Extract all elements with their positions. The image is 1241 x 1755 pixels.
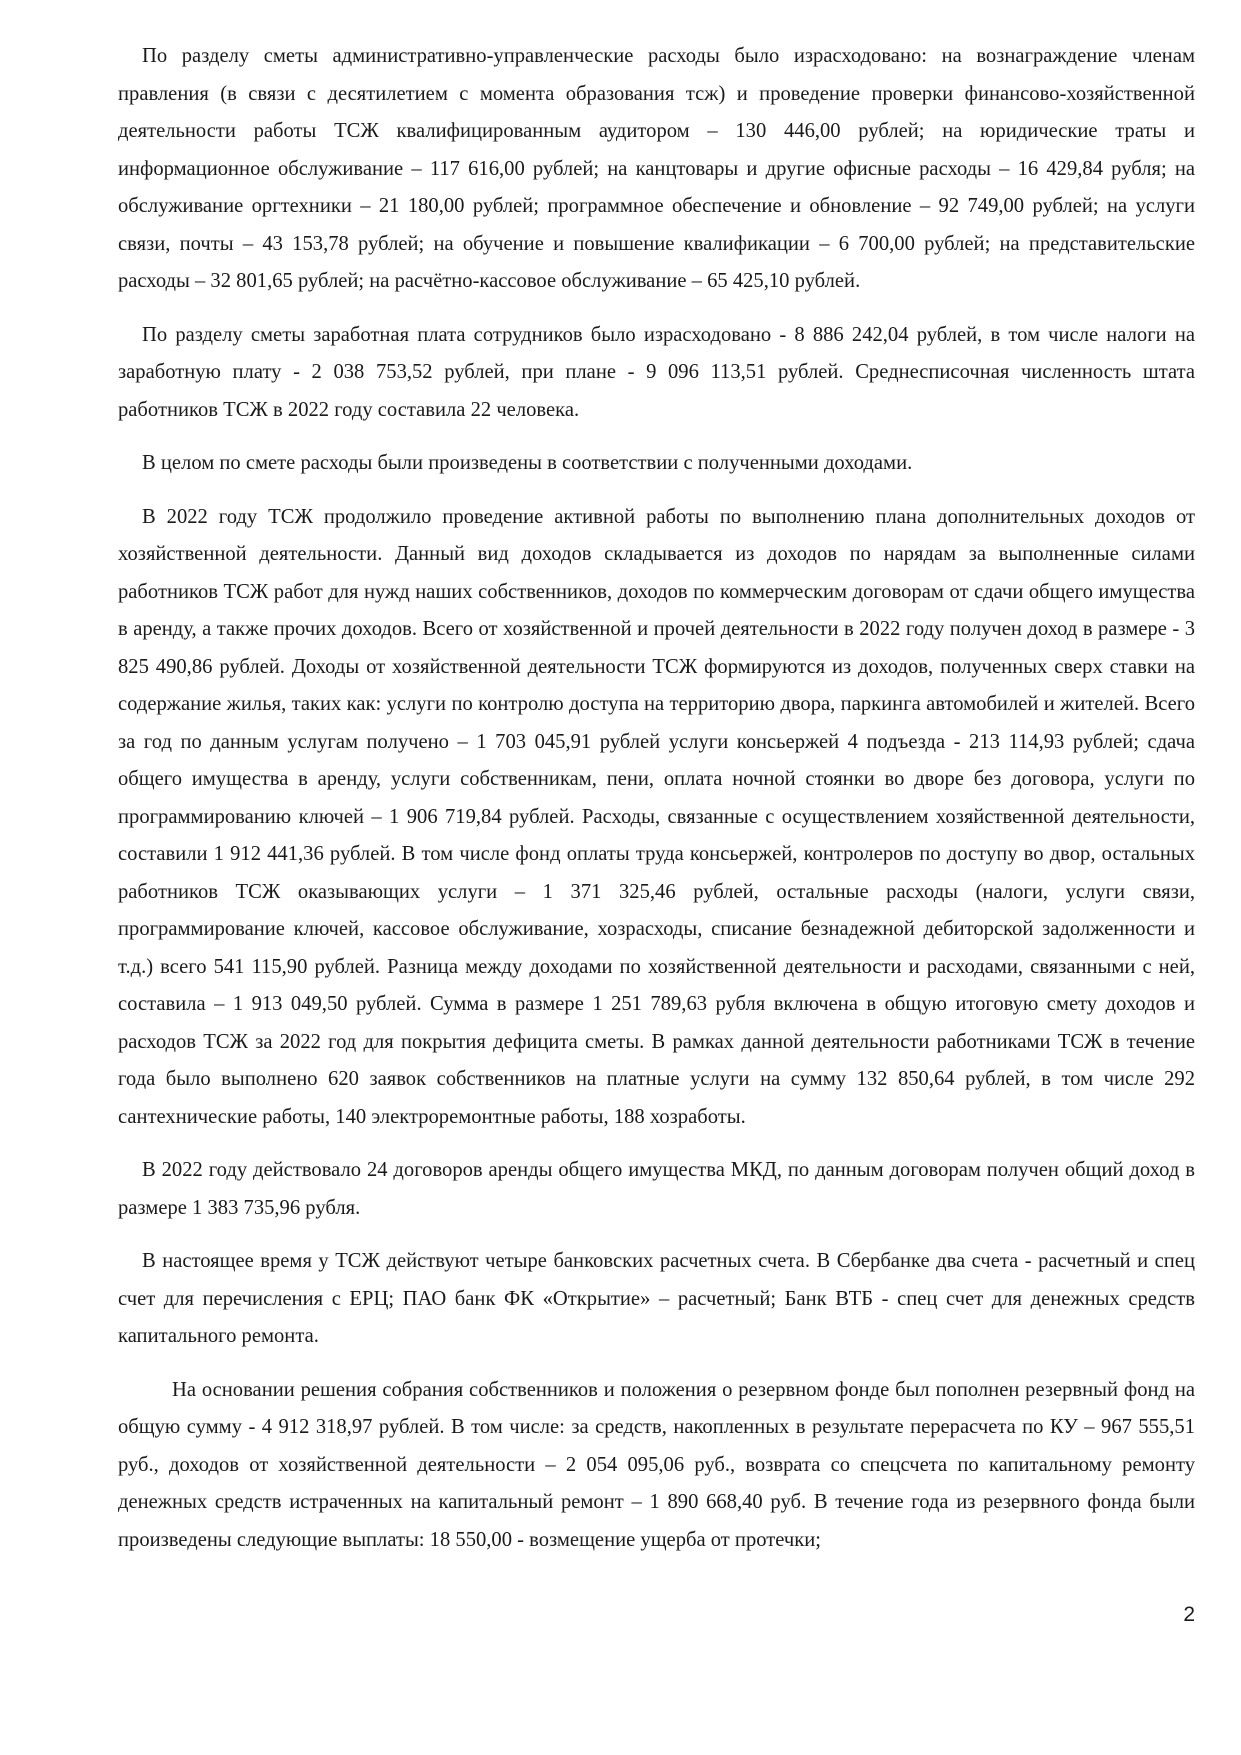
paragraph-lease-contracts: В 2022 году действовало 24 договоров аренды общего имущества МКД, по данным договорам получен общий доход в размере 1 383 735,96 рубля. — [118, 1159, 1195, 1219]
paragraph-bank-accounts: В настоящее время у ТСЖ действуют четыре банковских расчетных счета. В Сбербанке два счета - расчетный и спец счет для перечисления с ЕРЦ; ПАО банк ФК «Открытие» – расчетный; Банк ВТБ - спец счет для денежных средств капитального ремонта. — [118, 1250, 1195, 1347]
page-number: 2 — [1183, 1603, 1195, 1626]
paragraph-salary: По разделу сметы заработная плата сотрудников было израсходовано - 8 886 242,04 рублей, в том числе налоги на заработную плату - 2 038 753,52 рублей, при плане - 9 096 113,51 рублей. Среднесписочная численность штата работников ТСЖ в 2022 году составила 22 человека. — [118, 323, 1195, 421]
paragraph-business-income: В 2022 году ТСЖ продолжило проведение активной работы по выполнению плана дополнительных доходов от хозяйственной деятельности. Данный вид доходов складывается из доходов по нарядам за выполненные силами работников ТСЖ работ для нужд наших собственников, доходов по коммерческим договорам от сдачи общего имущества в аренду, а также прочих доходов. Всего от хозяйственной и прочей деятельности в 2022 году получен доход в размере - 3 825 490,86 рублей. Доходы от хозяйственной деятельности ТСЖ формируются из доходов, полученных сверх ставки на содержание жилья, таких как: услуги по контролю доступа на территорию двора, паркинга автомобилей и жителей. Всего за год по данным услугам получено – 1 703 045,91 рублей услуги консьержей 4 подъезда - 213 114,93 рублей; сдача общего имущества в аренду, услуги собственникам, пени, оплата ночной стоянки во дворе без договора, услуги по программированию ключей – 1 906 719,84 рублей. Расходы, связанные с осуществлением хозяйственной деятельности, составили 1 912 441,36 рублей. В том числе фонд оплаты труда консьержей, контролеров по доступу во двор, остальных работников ТСЖ оказывающих услуги – 1 371 325,46 рублей, остальные расходы (налоги, услуги связи, программирование ключей, кассовое обслуживание, хозрасходы, списание безнадежной дебиторской задолженности и т.д.) всего 541 115,90 рублей. Разница между доходами по хозяйственной деятельности и расходами, связанными с ней, составила – 1 913 049,50 рублей. Сумма в размере 1 251 789,63 рубля включена в общую итоговую смету доходов и расходов ТСЖ за 2022 год для покрытия дефицита сметы. В рамках данной деятельности работниками ТСЖ в течение года было выполнено 620 заявок собственников на платные услуги на сумму 132 850,64 рублей, в том числе 292 сантехнические работы, 140 электроремонтные работы, 188 хозработы. — [118, 505, 1195, 1128]
paragraph-admin-expenses: По разделу сметы административно-управленческие расходы было израсходовано: на вознаграждение членам правления (в связи с десятилетием с момента образования тсж) и проведение проверки финансово-хозяйственной деятельности работы ТСЖ квалифицированным аудитором – 130 446,00 рублей; на юридические траты и информационное обслуживание – 117 616,00 рублей; на канцтовары и другие офисные расходы – 16 429,84 рубля; на обслуживание оргтехники – 21 180,00 рублей; программное обеспечение и обновление – 92 749,00 рублей; на услуги связи, почты – 43 153,78 рублей; на обучение и повышение квалификации – 6 700,00 рублей; на представительские расходы – 32 801,65 рублей; на расчётно-кассовое обслуживание – 65 425,10 рублей. — [118, 45, 1195, 292]
paragraph-summary: В целом по смете расходы были произведены в соответствии с полученными доходами. — [142, 452, 913, 474]
paragraph-reserve-fund: На основании решения собрания собственников и положения о резервном фонде был пополнен резервный фонд на общую сумму - 4 912 318,97 рублей. В том числе: за средств, накопленных в результате перерасчета по КУ – 967 555,51 руб., доходов от хозяйственной деятельности – 2 054 095,06 руб., возврата со спецсчета по капитальному ремонту денежных средств истраченных на капитальный ремонт – 1 890 668,40 руб. В течение года из резервного фонда были произведены следующие выплаты: 18 550,00 - возмещение ущерба от протечки; — [118, 1378, 1195, 1551]
document-page — [118, 38, 1195, 1575]
